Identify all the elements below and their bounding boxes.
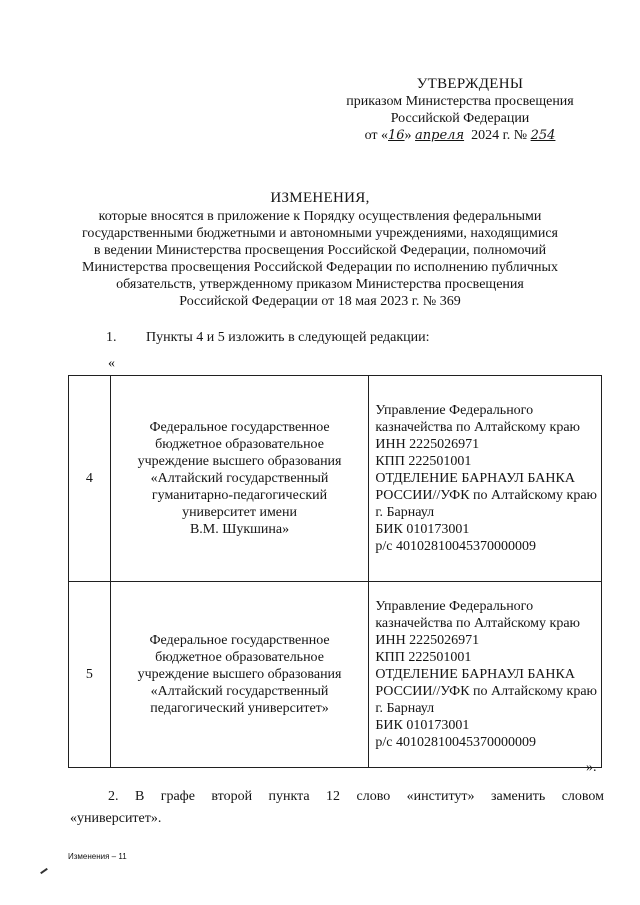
item-1: [106, 330, 430, 346]
bank-details-line: г. Барнаул: [375, 505, 435, 520]
bank-details-line: р/с 40102810045370000009: [375, 539, 536, 554]
bank-details-cell: [369, 582, 602, 768]
bank-details-line: РОССИИ//УФК по Алтайскому краю: [375, 684, 597, 699]
item-1-text: Пункты 4 и 5 изложить в следующей редакции:: [146, 330, 430, 345]
title-body: [60, 208, 580, 310]
bank-details-line: ИНН 2225026971: [375, 633, 480, 648]
bank-details-line: казначейства по Алтайскому краю: [375, 420, 580, 435]
order-number-handwritten: 254: [530, 128, 556, 143]
institution-name-line: учреждение высшего образования: [137, 454, 342, 469]
title-line: государственными бюджетными и автономными учреждениями, находящимися: [82, 226, 558, 241]
bank-details-line: Управление Федерального: [375, 403, 534, 418]
institution-name-line: университет имени: [182, 505, 297, 520]
bank-details-line: РОССИИ//УФК по Алтайскому краю: [375, 488, 597, 503]
institution-name-line: «Алтайский государственный: [150, 471, 329, 486]
open-quote: «: [108, 356, 115, 371]
title-line: которые вносятся в приложение к Порядку осуществления федеральными: [98, 209, 542, 224]
bank-details-line: ОТДЕЛЕНИЕ БАРНАУЛ БАНКА: [375, 471, 575, 486]
institution-name-line: Федеральное государственное: [149, 633, 330, 648]
approval-line-1: приказом Министерства просвещения: [346, 94, 574, 109]
title-line: Министерства просвещения Российской Федерации по исполнению публичных: [82, 260, 558, 275]
title-line: в ведении Министерства просвещения Российской Федерации, полномочий: [93, 243, 547, 258]
recipients-table: [68, 375, 602, 768]
bank-details-line: БИК 010173001: [375, 522, 470, 537]
page-footer: Изменения – 11: [68, 852, 127, 861]
close-quote: ».: [586, 760, 597, 775]
bank-details-cell: [369, 376, 602, 582]
bank-details-line: Управление Федерального: [375, 599, 534, 614]
date-mid: »: [404, 128, 412, 143]
date-day-handwritten: 16: [388, 128, 405, 143]
table-row: [69, 582, 602, 768]
pen-mark: [40, 868, 48, 874]
bank-details-line: ИНН 2225026971: [375, 437, 480, 452]
bank-details-line: г. Барнаул: [375, 701, 435, 716]
bank-details-line: казначейства по Алтайскому краю: [375, 616, 580, 631]
bank-details-line: КПП 222501001: [375, 650, 472, 665]
institution-name-cell: [110, 376, 369, 582]
row-number-cell: 4: [69, 376, 111, 582]
title-line: Российской Федерации от 18 мая 2023 г. № 369: [179, 294, 461, 309]
bank-details-line: КПП 222501001: [375, 454, 472, 469]
title-heading: ИЗМЕНЕНИЯ,: [270, 190, 370, 206]
institution-name-line: гуманитарно-педагогический: [151, 488, 328, 503]
bank-details-line: ОТДЕЛЕНИЕ БАРНАУЛ БАНКА: [375, 667, 575, 682]
institution-name-line: В.М. Шукшина»: [189, 522, 290, 537]
item-1-number: 1.: [106, 330, 117, 345]
institution-name-line: педагогический университет»: [150, 701, 329, 716]
approval-date-line: [330, 127, 590, 144]
approval-line-2: Российской Федерации: [390, 111, 530, 126]
date-prefix: от «: [364, 128, 388, 143]
title-line: обязательств, утвержденному приказом Министерства просвещения: [116, 277, 524, 292]
institution-name-line: бюджетное образовательное: [155, 650, 324, 665]
institution-name-line: учреждение высшего образования: [137, 667, 342, 682]
document-title: [60, 190, 580, 310]
item-2-line-1: 2. В графе второй пункта 12 слово «институт» заменить словом: [108, 789, 604, 804]
institution-name-line: «Алтайский государственный: [150, 684, 329, 699]
institution-name-line: Федеральное государственное: [149, 420, 330, 435]
table-row: [69, 376, 602, 582]
item-2-line-2: «университет».: [70, 811, 162, 826]
institution-name-line: бюджетное образовательное: [155, 437, 324, 452]
approval-block: [330, 76, 590, 144]
bank-details-line: р/с 40102810045370000009: [375, 735, 536, 750]
date-year: 2024 г. №: [471, 128, 528, 143]
date-month-handwritten: апреля: [415, 128, 465, 143]
row-number-cell: 5: [69, 582, 111, 768]
bank-details-line: БИК 010173001: [375, 718, 470, 733]
institution-name-cell: [110, 582, 369, 768]
approval-header: УТВЕРЖДЕНЫ: [416, 76, 524, 92]
item-2: [70, 786, 604, 830]
